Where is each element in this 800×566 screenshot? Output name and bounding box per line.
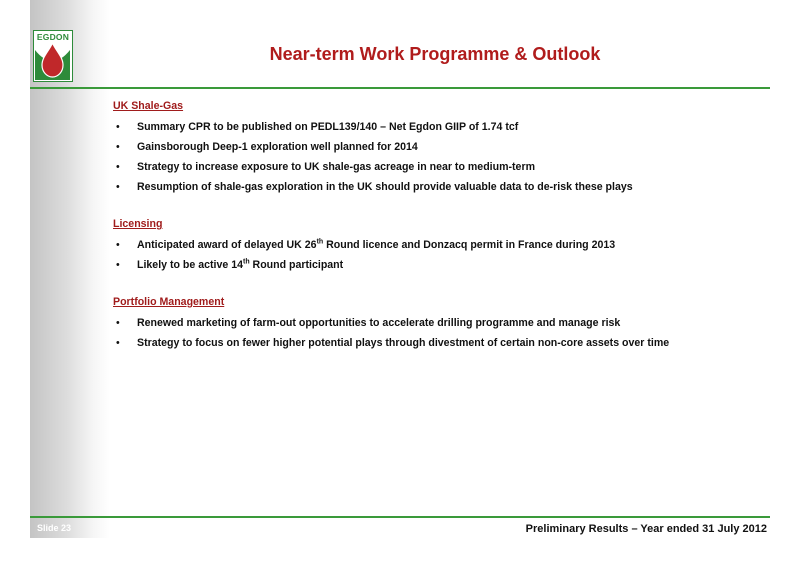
list-item [113,177,783,197]
bullet-icon: • [116,317,120,329]
list-item [113,117,783,137]
item-text: Summary CPR to be published on PEDL139/140 – Net Egdon GIIP of 1.74 tcf [137,121,519,133]
footer-divider [30,516,770,518]
bullet-icon: • [116,337,120,349]
item-text: Strategy to focus on fewer higher potential plays through divestment of certain non-core assets over time [137,337,670,349]
bullet-icon: • [116,239,120,251]
bullet-icon: • [116,181,120,193]
ordinal-suffix: th [243,258,250,266]
section-uk-shale-gas [113,98,783,197]
section-heading: Licensing [113,218,163,230]
section-heading: Portfolio Management [113,296,225,308]
item-text: Gainsborough Deep-1 exploration well planned for 2014 [137,141,418,153]
list-item [113,333,783,353]
item-text: Likely to be active 14 [137,259,243,271]
item-text: Renewed marketing of farm-out opportunities to accelerate drilling programme and manage risk [137,317,621,329]
list-item [113,255,783,275]
logo-drop-icon [35,42,70,80]
bullet-icon: • [116,259,120,271]
list-item [113,235,783,255]
bullet-icon: • [116,161,120,173]
ordinal-suffix: th [316,238,324,246]
list-item [113,157,783,177]
list-item [113,137,783,157]
item-text: Resumption of shale-gas exploration in the UK should provide valuable data to de-risk these plays [137,181,633,193]
bullet-icon: • [116,141,120,153]
list-item [113,313,783,333]
title-divider [30,87,770,89]
item-text: Anticipated award of delayed UK 26 [137,239,317,251]
logo-text: EGDON [36,32,70,42]
section-licensing [113,216,783,275]
item-text-cont: Round licence and Donzacq permit in France during 2013 [323,239,616,251]
egdon-logo [33,30,73,82]
item-text: Strategy to increase exposure to UK shale-gas acreage in near to medium-term [137,161,535,173]
item-text-cont: Round participant [249,259,344,271]
slide-number: Slide 23 [37,523,72,533]
slide-content [113,98,783,372]
footer-text: Preliminary Results – Year ended 31 July 2012 [525,523,767,535]
bullet-icon: • [116,121,120,133]
section-portfolio-management [113,294,783,353]
section-heading: UK Shale-Gas [113,100,184,112]
page-title: Near-term Work Programme & Outlook [269,44,601,64]
